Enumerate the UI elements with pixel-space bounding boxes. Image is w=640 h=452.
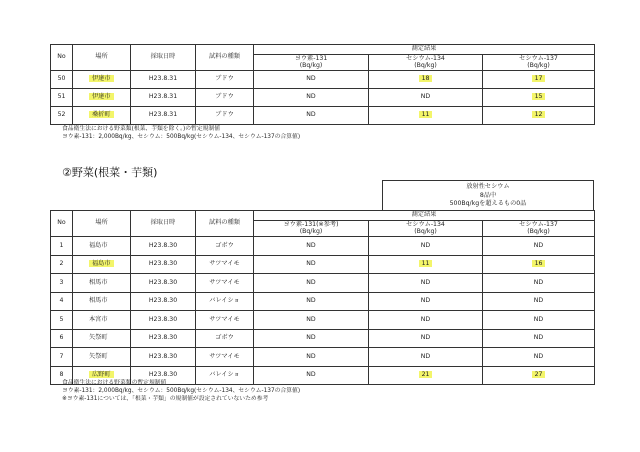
cell-cs134: 11 — [369, 255, 483, 274]
cell-cs134: 21 — [369, 366, 483, 385]
cell-cs137: ND — [483, 348, 595, 367]
col-measured: 測定結果 — [254, 45, 595, 55]
cell-sample: ブドウ — [196, 71, 254, 89]
cell-iodine: ND — [254, 237, 369, 256]
summary-line-3: 500Bq/kgを超えるもの0品 — [449, 200, 527, 207]
col-iodine: ヨウ素-131(※参考) (Bq/kg) — [254, 221, 369, 237]
cell-place: 矢祭町 — [73, 348, 131, 367]
col-cs137: セシウム-137 (Bq/kg) — [483, 221, 595, 237]
cell-place: 福島市 — [73, 255, 131, 274]
cell-date: H23.8.30 — [131, 348, 196, 367]
cell-date: H23.8.30 — [131, 237, 196, 256]
cell-cs137: 27 — [483, 366, 595, 385]
cell-date: H23.8.31 — [131, 107, 196, 125]
regulation-note: 食品衛生法における野菜類(根菜、芋類を除く。)の暫定規制値 — [62, 126, 221, 132]
cell-date: H23.8.30 — [131, 255, 196, 274]
col-date: 採取日時 — [131, 211, 196, 237]
regulation-values-note: ヨウ素-131：2,000Bq/kg、セシウム：500Bq/kg(セシウム-134、セシウム-137の合算値) — [62, 134, 301, 140]
table-row — [51, 89, 595, 107]
cell-place: 福島市 — [73, 237, 131, 256]
cell-iodine: ND — [254, 107, 369, 125]
cell-sample: サツマイモ — [196, 255, 254, 274]
cell-place: 相馬市 — [73, 292, 131, 311]
table-row — [51, 107, 595, 125]
cell-no: 52 — [51, 107, 73, 125]
cell-place: 桑折町 — [73, 107, 131, 125]
table-row — [51, 311, 595, 330]
cell-no: 1 — [51, 237, 73, 256]
summary-line-2: 8品中 — [479, 191, 497, 199]
cell-iodine: ND — [254, 311, 369, 330]
cell-no: 6 — [51, 329, 73, 348]
summary-line-1: 放射性セシウム — [466, 183, 510, 190]
cell-sample: サツマイモ — [196, 274, 254, 293]
table-row — [51, 71, 595, 89]
col-sample: 試料の種類 — [196, 211, 254, 237]
cell-cs137: ND — [483, 292, 595, 311]
cell-cs134: ND — [369, 237, 483, 256]
results-table-fruit — [50, 44, 595, 125]
col-cs137: セシウム-137 (Bq/kg) — [483, 55, 595, 71]
cell-iodine: ND — [254, 71, 369, 89]
cell-cs137: ND — [483, 237, 595, 256]
cell-place: 矢祭町 — [73, 329, 131, 348]
cell-cs134: ND — [369, 89, 483, 107]
cell-no: 50 — [51, 71, 73, 89]
section-title: ②野菜(根菜・芋類) — [62, 166, 158, 179]
col-sample: 試料の種類 — [196, 45, 254, 71]
cell-no: 4 — [51, 292, 73, 311]
col-cs134: セシウム-134 (Bq/kg) — [369, 55, 483, 71]
col-measured: 測定結果 — [254, 211, 595, 221]
cell-no: 3 — [51, 274, 73, 293]
cell-no: 5 — [51, 311, 73, 330]
cell-place: 相馬市 — [73, 274, 131, 293]
iodine-reference-note: ※ヨウ素-131については、「根菜・芋類」の規制値が設定されていないため参考 — [62, 396, 269, 402]
col-place: 場所 — [73, 211, 131, 237]
cell-cs134: ND — [369, 329, 483, 348]
cell-sample: ブドウ — [196, 89, 254, 107]
cell-no: 7 — [51, 348, 73, 367]
cell-sample: ブドウ — [196, 107, 254, 125]
cell-cs134: ND — [369, 292, 483, 311]
table-row — [51, 274, 595, 293]
cell-iodine: ND — [254, 366, 369, 385]
cell-iodine: ND — [254, 329, 369, 348]
cell-date: H23.8.30 — [131, 311, 196, 330]
cell-cs134: 11 — [369, 107, 483, 125]
cell-sample: バレイショ — [196, 366, 254, 385]
cell-sample: ゴボウ — [196, 329, 254, 348]
col-date: 採取日時 — [131, 45, 196, 71]
col-no: No — [51, 211, 73, 237]
cell-date: H23.8.31 — [131, 89, 196, 107]
cell-date: H23.8.30 — [131, 366, 196, 385]
cell-sample: サツマイモ — [196, 311, 254, 330]
regulation-values-note-2: ヨウ素-131：2,000Bq/kg、セシウム：500Bq/kg(セシウム-134、セシウム-137の合算値) — [62, 388, 301, 394]
cell-place: 本宮市 — [73, 311, 131, 330]
cell-cs134: 18 — [369, 71, 483, 89]
cell-sample: サツマイモ — [196, 348, 254, 367]
cell-cs137: ND — [483, 329, 595, 348]
cell-cs134: ND — [369, 348, 483, 367]
cell-sample: バレイショ — [196, 292, 254, 311]
cell-cs137: ND — [483, 274, 595, 293]
results-table-root-vegetables — [50, 210, 595, 385]
cell-sample: ゴボウ — [196, 237, 254, 256]
radioactive-summary-box — [382, 180, 594, 211]
cell-date: H23.8.30 — [131, 274, 196, 293]
cell-no: 2 — [51, 255, 73, 274]
cell-iodine: ND — [254, 89, 369, 107]
table-row — [51, 255, 595, 274]
cell-no: 51 — [51, 89, 73, 107]
cell-place: 広野町 — [73, 366, 131, 385]
cell-cs134: ND — [369, 311, 483, 330]
regulation-note-2: 食品衛生法における野菜類の暫定規制値 — [62, 380, 167, 386]
col-no: No — [51, 45, 73, 71]
cell-cs137: 16 — [483, 255, 595, 274]
cell-iodine: ND — [254, 274, 369, 293]
cell-no: 8 — [51, 366, 73, 385]
table-row — [51, 329, 595, 348]
cell-cs137: 12 — [483, 107, 595, 125]
cell-cs137: 17 — [483, 71, 595, 89]
table-row — [51, 292, 595, 311]
cell-place: 伊達市 — [73, 71, 131, 89]
table-row — [51, 348, 595, 367]
col-iodine: ヨウ素-131 (Bq/kg) — [254, 55, 369, 71]
cell-place: 伊達市 — [73, 89, 131, 107]
cell-iodine: ND — [254, 292, 369, 311]
cell-date: H23.8.30 — [131, 329, 196, 348]
cell-iodine: ND — [254, 348, 369, 367]
col-cs134: セシウム-134 (Bq/kg) — [369, 221, 483, 237]
cell-iodine: ND — [254, 255, 369, 274]
cell-date: H23.8.30 — [131, 292, 196, 311]
table-row — [51, 237, 595, 256]
cell-cs137: ND — [483, 311, 595, 330]
cell-date: H23.8.31 — [131, 71, 196, 89]
cell-cs134: ND — [369, 274, 483, 293]
col-place: 場所 — [73, 45, 131, 71]
cell-cs137: 15 — [483, 89, 595, 107]
